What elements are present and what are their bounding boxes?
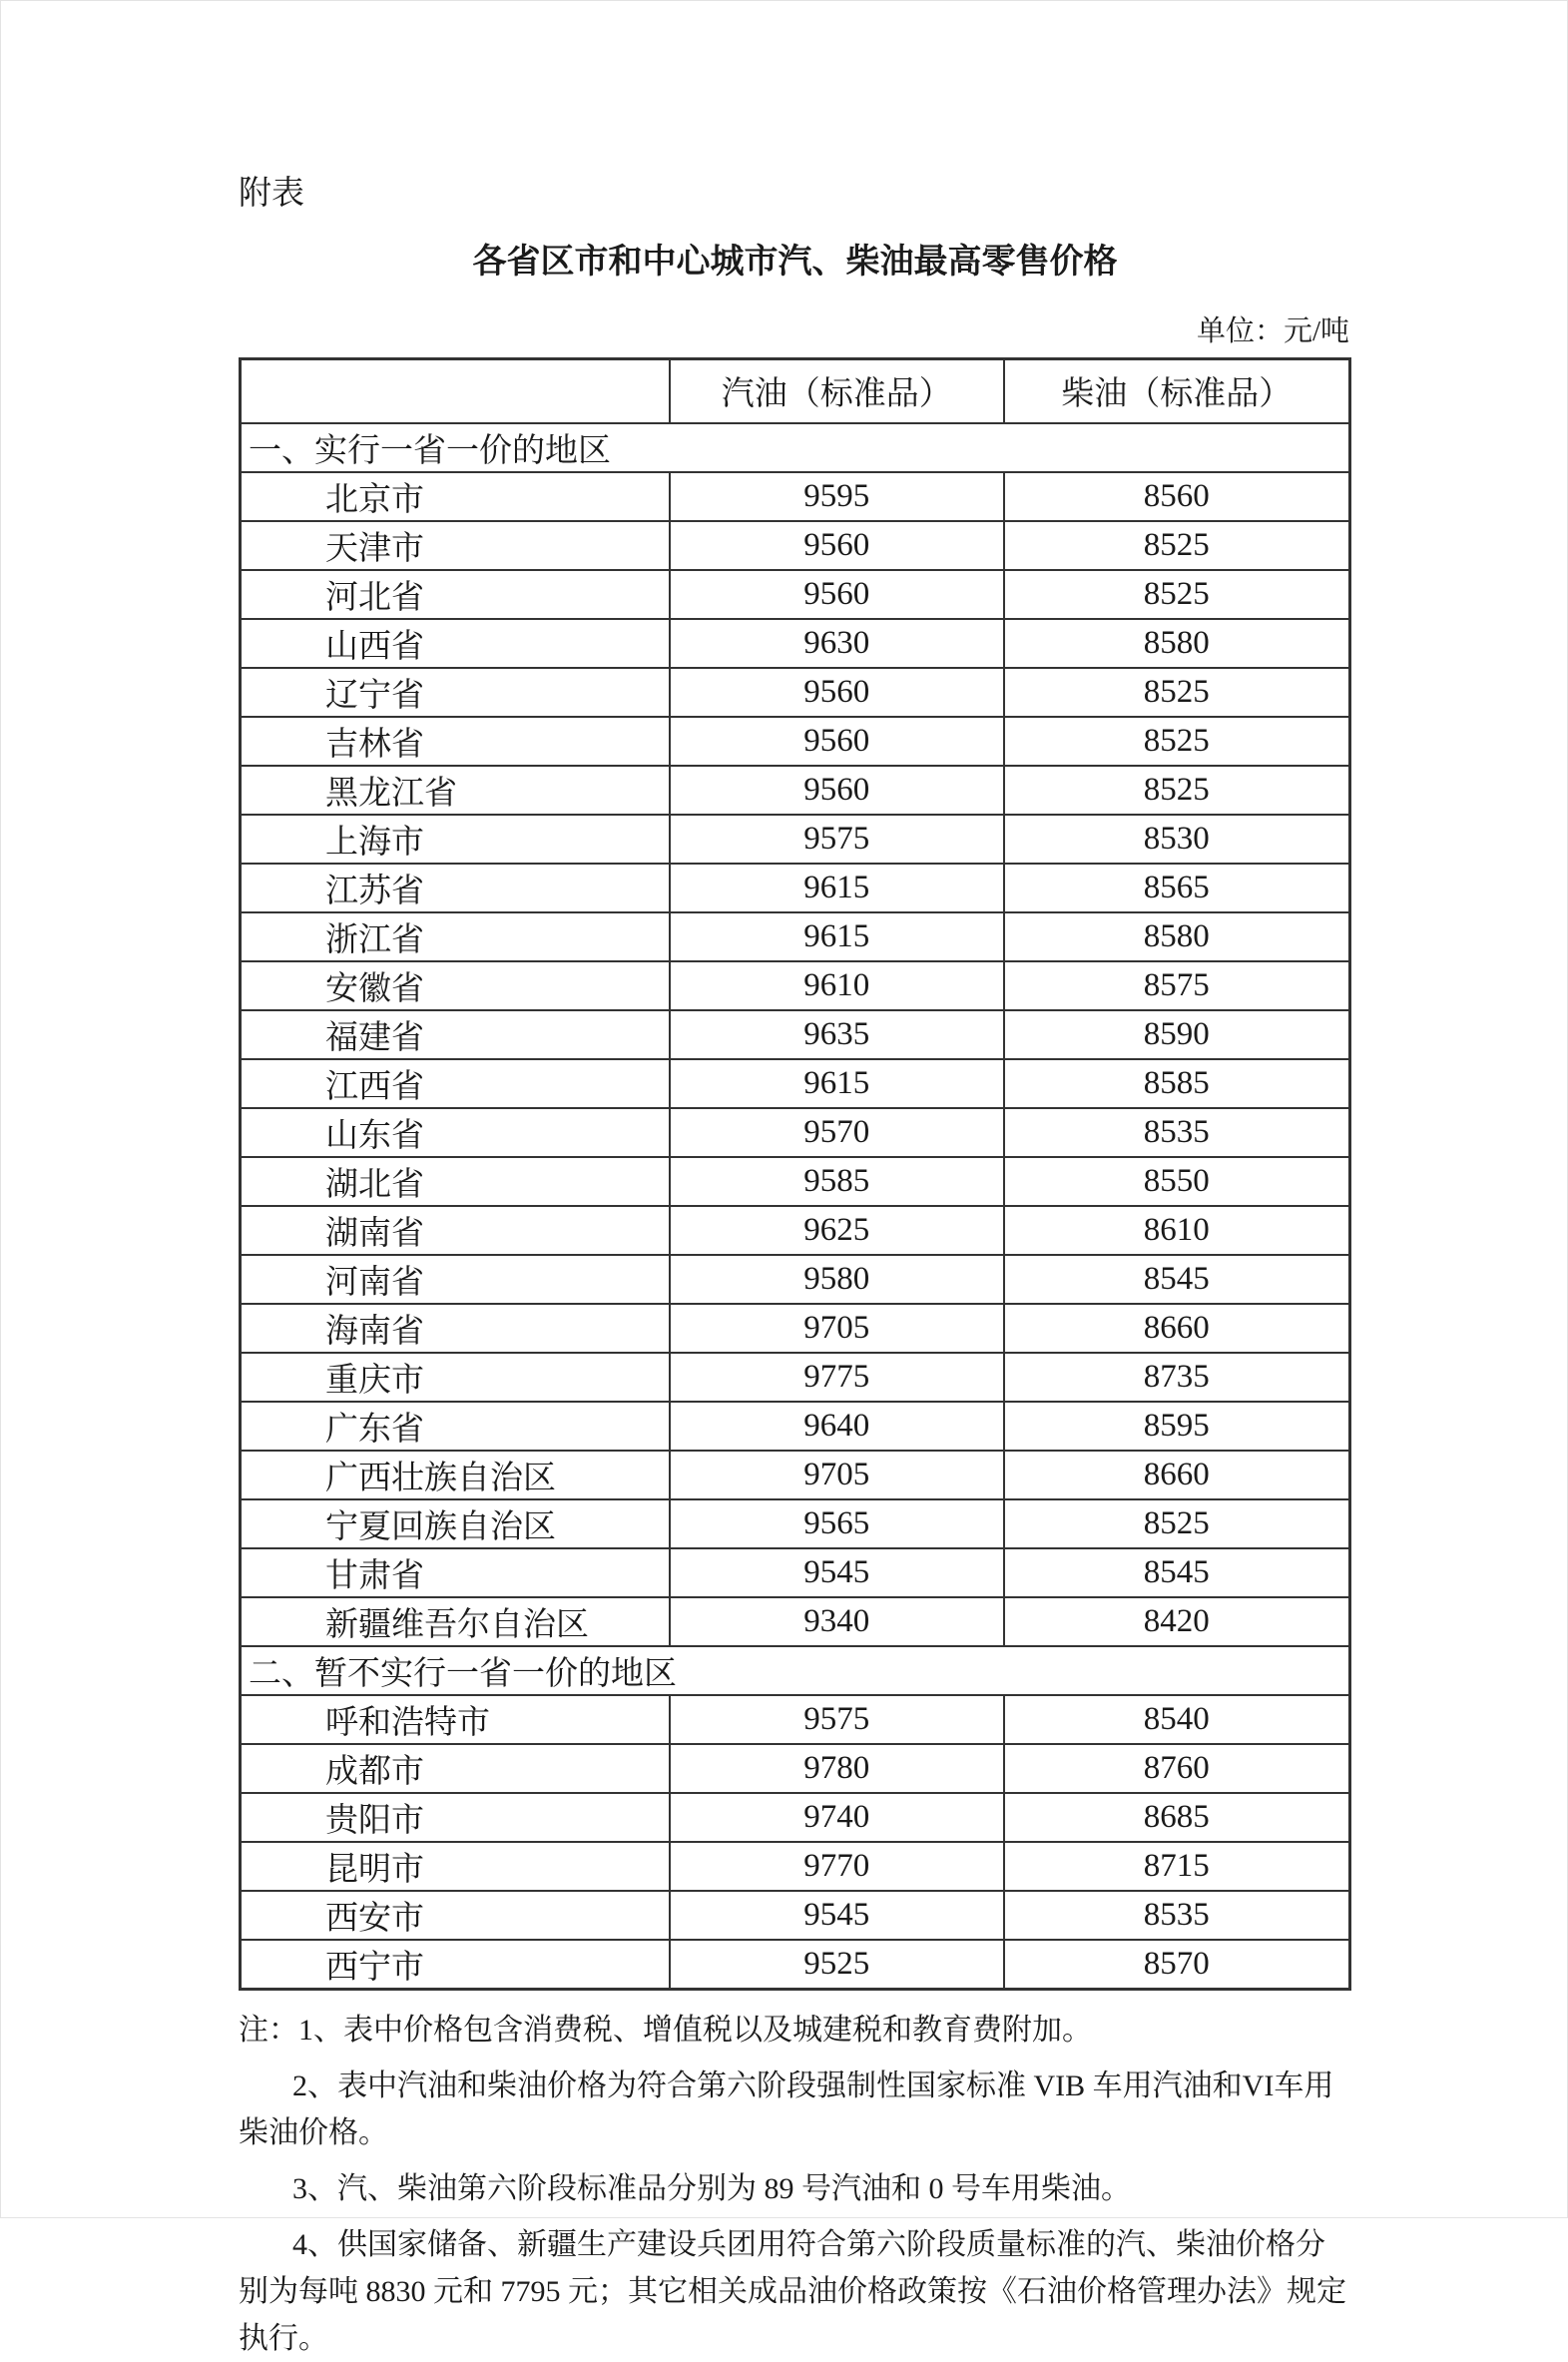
region-name: 山西省 [241, 619, 670, 668]
table-row [241, 570, 1350, 619]
table-row [241, 1940, 1350, 1990]
diesel-price: 8535 [1004, 1891, 1350, 1940]
gasoline-price: 9560 [670, 717, 1004, 766]
table-row [241, 1891, 1350, 1940]
table-row [241, 717, 1350, 766]
region-name: 贵阳市 [241, 1793, 670, 1842]
diesel-price: 8550 [1004, 1157, 1350, 1206]
region-column-header [241, 358, 670, 423]
appendix-label: 附表 [239, 176, 304, 212]
diesel-price: 8575 [1004, 961, 1350, 1010]
table-row [241, 1353, 1350, 1402]
table-row [241, 766, 1350, 815]
diesel-price: 8525 [1004, 766, 1350, 815]
table-row [241, 521, 1350, 570]
gasoline-price: 9560 [670, 521, 1004, 570]
gasoline-price: 9625 [670, 1206, 1004, 1255]
gasoline-price: 9770 [670, 1842, 1004, 1891]
diesel-price: 8685 [1004, 1793, 1350, 1842]
table-row [241, 1744, 1350, 1793]
region-name: 山东省 [241, 1108, 670, 1157]
region-name: 重庆市 [241, 1353, 670, 1402]
table-row [241, 1451, 1350, 1499]
diesel-price: 8535 [1004, 1108, 1350, 1157]
diesel-price: 8715 [1004, 1842, 1350, 1891]
table-row [241, 619, 1350, 668]
gasoline-price: 9580 [670, 1255, 1004, 1304]
table-row [241, 961, 1350, 1010]
region-name: 辽宁省 [241, 668, 670, 717]
price-table-body [241, 423, 1350, 1990]
diesel-price: 8545 [1004, 1255, 1350, 1304]
gasoline-price: 9780 [670, 1744, 1004, 1793]
diesel-price: 8525 [1004, 717, 1350, 766]
diesel-price: 8560 [1004, 472, 1350, 521]
diesel-price: 8540 [1004, 1695, 1350, 1744]
table-row [241, 1793, 1350, 1842]
region-name: 河南省 [241, 1255, 670, 1304]
gasoline-price: 9560 [670, 766, 1004, 815]
diesel-price: 8565 [1004, 864, 1350, 912]
gasoline-price: 9340 [670, 1597, 1004, 1646]
region-name: 黑龙江省 [241, 766, 670, 815]
diesel-price: 8420 [1004, 1597, 1350, 1646]
table-row [241, 1157, 1350, 1206]
table-row [241, 815, 1350, 864]
diesel-price: 8525 [1004, 521, 1350, 570]
gasoline-price: 9565 [670, 1499, 1004, 1548]
region-name: 天津市 [241, 521, 670, 570]
diesel-price: 8545 [1004, 1548, 1350, 1597]
gasoline-price: 9545 [670, 1548, 1004, 1597]
gasoline-price: 9630 [670, 619, 1004, 668]
table-row [241, 1548, 1350, 1597]
note-2: 2、表中汽油和柴油价格为符合第六阶段强制性国家标准 VIB 车用汽油和VI车用柴油价格。 [239, 2068, 1334, 2149]
note-4: 4、供国家储备、新疆生产建设兵团用符合第六阶段质量标准的汽、柴油价格分别为每吨 8830 元和 7795 元；其它相关成品油价格政策按《石油价格管理办法》规定执行。 [239, 2227, 1346, 2355]
gasoline-price: 9635 [670, 1010, 1004, 1059]
diesel-price: 8735 [1004, 1353, 1350, 1402]
note-1: 注：1、表中价格包含消费税、增值税以及城建税和教育费附加。 [239, 2013, 1092, 2047]
diesel-price: 8590 [1004, 1010, 1350, 1059]
region-name: 成都市 [241, 1744, 670, 1793]
gasoline-price: 9615 [670, 1059, 1004, 1108]
table-row [241, 472, 1350, 521]
gasoline-price: 9610 [670, 961, 1004, 1010]
gasoline-price: 9525 [670, 1940, 1004, 1990]
diesel-price: 8570 [1004, 1940, 1350, 1990]
section-header-row [241, 423, 1350, 472]
region-name: 宁夏回族自治区 [241, 1499, 670, 1548]
region-name: 海南省 [241, 1304, 670, 1353]
region-name: 吉林省 [241, 717, 670, 766]
price-table [239, 357, 1351, 1991]
region-name: 西宁市 [241, 1940, 670, 1990]
table-header-row [241, 358, 1350, 423]
region-name: 浙江省 [241, 912, 670, 961]
diesel-price: 8660 [1004, 1451, 1350, 1499]
table-row [241, 1695, 1350, 1744]
section-header: 一、实行一省一价的地区 [241, 423, 1350, 472]
table-row [241, 912, 1350, 961]
diesel-price: 8580 [1004, 619, 1350, 668]
diesel-price: 8530 [1004, 815, 1350, 864]
region-name: 江西省 [241, 1059, 670, 1108]
gasoline-price: 9740 [670, 1793, 1004, 1842]
document-page [1, 1, 1567, 2355]
region-name: 湖南省 [241, 1206, 670, 1255]
table-row [241, 1010, 1350, 1059]
table-row [241, 864, 1350, 912]
page-title: 各省区市和中心城市汽、柴油最高零售价格 [472, 242, 1118, 281]
table-row [241, 1255, 1350, 1304]
region-name: 湖北省 [241, 1157, 670, 1206]
table-row [241, 1059, 1350, 1108]
region-name: 甘肃省 [241, 1548, 670, 1597]
table-row [241, 668, 1350, 717]
section-header-row [241, 1646, 1350, 1695]
table-row [241, 1597, 1350, 1646]
diesel-price: 8610 [1004, 1206, 1350, 1255]
region-name: 江苏省 [241, 864, 670, 912]
gasoline-price: 9775 [670, 1353, 1004, 1402]
region-name: 福建省 [241, 1010, 670, 1059]
table-row [241, 1304, 1350, 1353]
diesel-price: 8525 [1004, 570, 1350, 619]
diesel-price: 8525 [1004, 1499, 1350, 1548]
gasoline-price: 9595 [670, 472, 1004, 521]
region-name: 广东省 [241, 1402, 670, 1451]
unit-label: 单位：元/吨 [1196, 314, 1349, 347]
region-name: 上海市 [241, 815, 670, 864]
region-name: 西安市 [241, 1891, 670, 1940]
gasoline-price: 9575 [670, 1695, 1004, 1744]
section-header: 二、暂不实行一省一价的地区 [241, 1646, 1350, 1695]
gasoline-price: 9705 [670, 1304, 1004, 1353]
region-name: 新疆维吾尔自治区 [241, 1597, 670, 1646]
gasoline-price: 9575 [670, 815, 1004, 864]
gasoline-price: 9705 [670, 1451, 1004, 1499]
diesel-price: 8525 [1004, 668, 1350, 717]
gasoline-price: 9615 [670, 912, 1004, 961]
gasoline-price: 9570 [670, 1108, 1004, 1157]
note-3: 3、汽、柴油第六阶段标准品分别为 89 号汽油和 0 号车用柴油。 [292, 2171, 1131, 2205]
gasoline-price: 9560 [670, 570, 1004, 619]
region-name: 呼和浩特市 [241, 1695, 670, 1744]
table-row [241, 1842, 1350, 1891]
table-row [241, 1108, 1350, 1157]
table-row [241, 1402, 1350, 1451]
diesel-price: 8760 [1004, 1744, 1350, 1793]
region-name: 河北省 [241, 570, 670, 619]
gasoline-price: 9560 [670, 668, 1004, 717]
region-name: 安徽省 [241, 961, 670, 1010]
gasoline-price: 9545 [670, 1891, 1004, 1940]
gasoline-price: 9585 [670, 1157, 1004, 1206]
region-name: 广西壮族自治区 [241, 1451, 670, 1499]
table-row [241, 1499, 1350, 1548]
diesel-price: 8580 [1004, 912, 1350, 961]
diesel-price: 8595 [1004, 1402, 1350, 1451]
region-name: 北京市 [241, 472, 670, 521]
region-name: 昆明市 [241, 1842, 670, 1891]
gasoline-price: 9615 [670, 864, 1004, 912]
gasoline-column-header: 汽油（标准品） [670, 358, 1004, 423]
diesel-price: 8585 [1004, 1059, 1350, 1108]
table-row [241, 1206, 1350, 1255]
diesel-column-header: 柴油（标准品） [1004, 358, 1350, 423]
notes [239, 2007, 1351, 2362]
diesel-price: 8660 [1004, 1304, 1350, 1353]
gasoline-price: 9640 [670, 1402, 1004, 1451]
